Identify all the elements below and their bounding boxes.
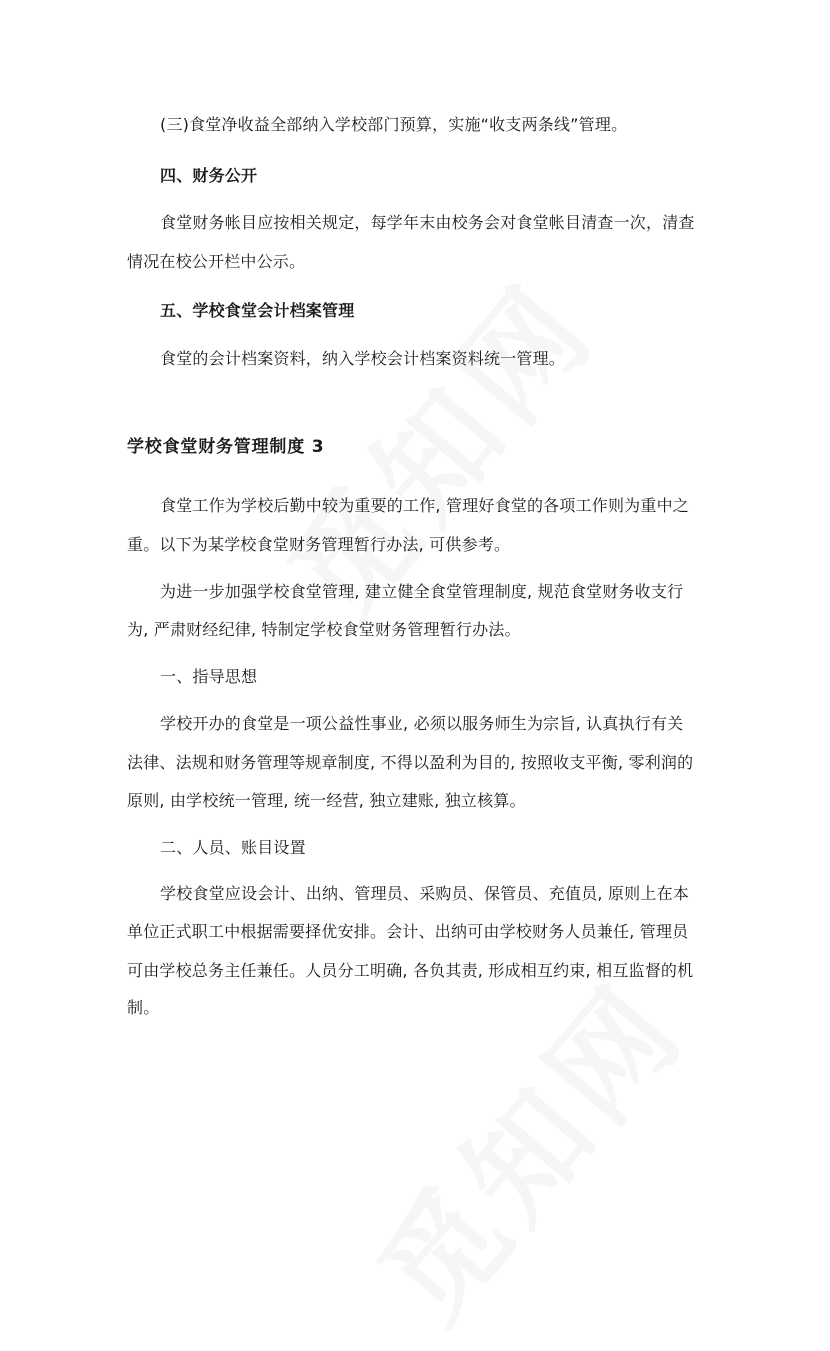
- watermark-bottom: [334, 941, 716, 1350]
- paragraph-disclosure-line-2: 情况在校公开栏中公示。: [127, 252, 306, 271]
- paragraph-staff-line-2: 单位正式职工中根据需要择优安排。会计、出纳可由学校财务人员兼任, 管理员: [127, 922, 689, 941]
- paragraph-item-three: (三)食堂净收益全部纳入学校部门预算，实施“收支两条线”管理。: [160, 115, 628, 134]
- paragraph-intro-line-2: 重。以下为某学校食堂财务管理暂行办法, 可供参考。: [127, 535, 511, 554]
- paragraph-disclosure-line-1: 食堂财务帐目应按相关规定，每学年末由校务会对食堂帐目清查一次，清查: [160, 213, 695, 232]
- paragraph-staff-line-1: 学校食堂应设会计、出纳、管理员、采购员、保管员、充值员, 原则上在本: [160, 884, 689, 903]
- section-title: 学校食堂财务管理制度 3: [127, 437, 325, 457]
- paragraph-staff-line-3: 可由学校总务主任兼任。人员分工明确, 各负其责, 形成相互约束, 相互监督的机: [127, 961, 694, 980]
- heading-archive-management: 五、学校食堂会计档案管理: [160, 301, 355, 320]
- paragraph-archive: 食堂的会计档案资料，纳入学校会计档案资料统一管理。: [160, 349, 566, 368]
- heading-guiding-ideology: 一、指导思想: [160, 667, 258, 686]
- paragraph-guiding-line-1: 学校开办的食堂是一项公益性事业, 必须以服务师生为宗旨, 认真执行有关: [160, 714, 684, 733]
- heading-financial-disclosure: 四、财务公开: [160, 166, 258, 185]
- paragraph-guiding-line-3: 原则, 由学校统一管理, 统一经营, 独立建账, 独立核算。: [127, 791, 526, 810]
- paragraph-purpose-line-1: 为进一步加强学校食堂管理, 建立健全食堂管理制度, 规范食堂财务收支行: [160, 582, 684, 601]
- paragraph-guiding-line-2: 法律、法规和财务管理等规章制度, 不得以盈利为目的, 按照收支平衡, 零利润的: [127, 753, 694, 772]
- paragraph-intro-line-1: 食堂工作为学校后勤中较为重要的工作, 管理好食堂的各项工作则为重中之: [160, 496, 689, 515]
- paragraph-purpose-line-2: 为, 严肃财经纪律, 特制定学校食堂财务管理暂行办法。: [127, 620, 521, 639]
- paragraph-staff-line-4: 制。: [127, 998, 160, 1017]
- heading-staff-accounts: 二、人员、账目设置: [160, 838, 306, 857]
